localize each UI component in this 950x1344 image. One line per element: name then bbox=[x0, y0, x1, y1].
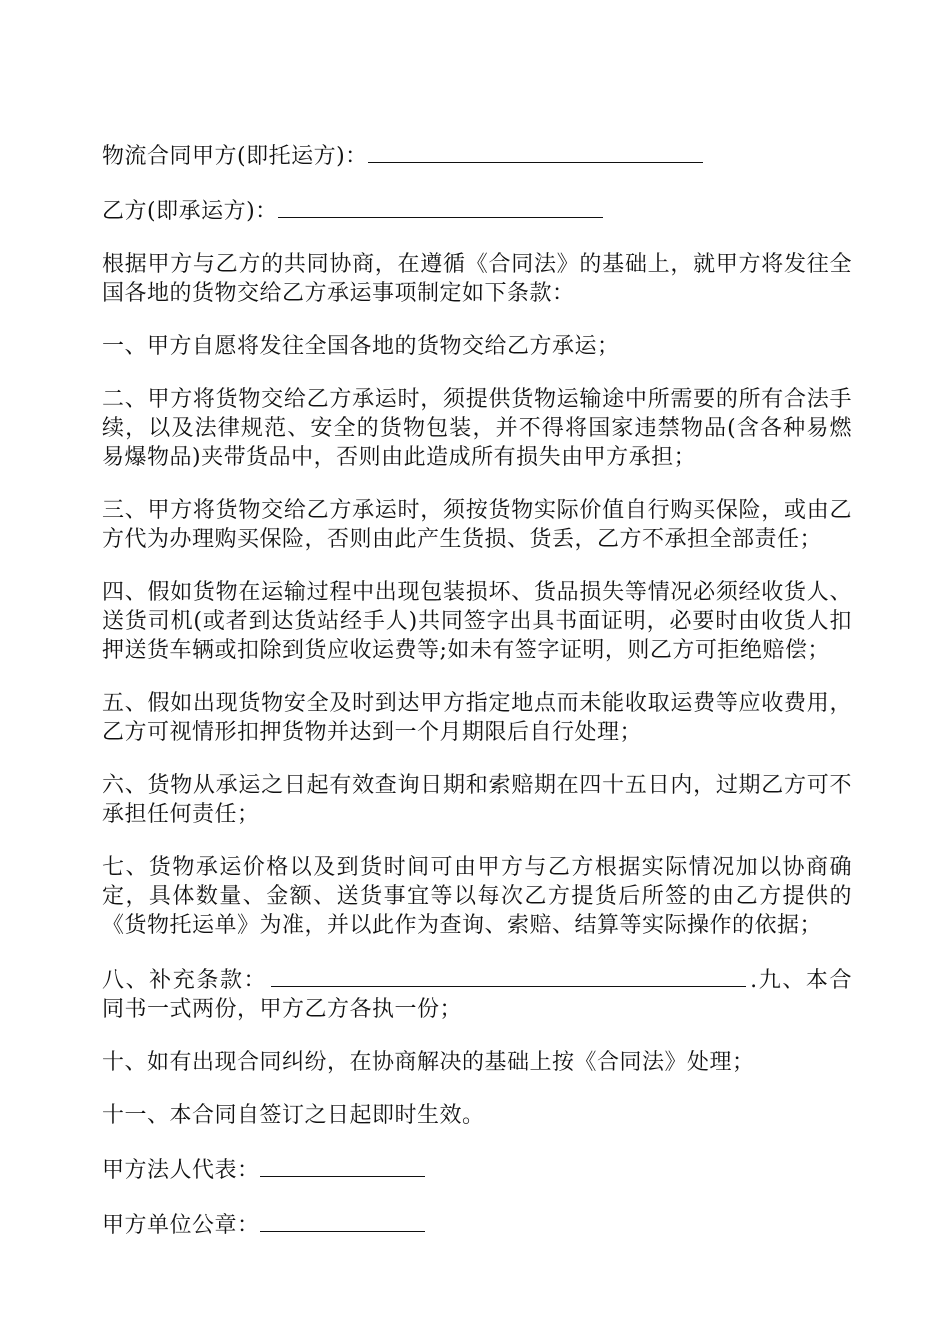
party-a-label: 物流合同甲方(即托运方)： bbox=[102, 144, 368, 169]
clause-10: 十、如有出现合同纠纷，在协商解决的基础上按《合同法》处理； bbox=[102, 1050, 755, 1075]
party-a-blank bbox=[368, 140, 703, 163]
clause-8-label: 八、补充条款： bbox=[102, 968, 268, 993]
clause-8-9 bbox=[102, 964, 852, 1024]
seal-label: 甲方单位公章： bbox=[102, 1213, 260, 1238]
seal-line bbox=[102, 1209, 852, 1240]
clause-5: 五、假如出现货物安全及时到达甲方指定地点而未能收取运费等应收费用，乙方可视情形扣押货物并达到一个月期限后自行处理； bbox=[102, 691, 852, 745]
party-b-line bbox=[102, 195, 852, 226]
clause-4: 四、假如货物在运输过程中出现包装损坏、货品损失等情况必须经收货人、送货司机(或者到达货站经手人)共同签字出具书面证明，必要时由收货人扣押送货车辆或扣除到货应收运费等;如未有签字证明，则乙方可拒绝赔偿； bbox=[102, 580, 852, 663]
seal-blank bbox=[260, 1209, 425, 1232]
clause-2: 二、甲方将货物交给乙方承运时，须提供货物运输途中所需要的所有合法手续，以及法律规范、安全的货物包装，并不得将国家违禁物品(含各种易燃易爆物品)夹带货品中，否则由此造成所有损失由甲方承担； bbox=[102, 387, 852, 470]
party-b-label: 乙方(即承运方)： bbox=[102, 199, 278, 224]
party-b-blank bbox=[278, 195, 603, 218]
clause-1: 一、甲方自愿将发往全国各地的货物交给乙方承运； bbox=[102, 334, 620, 359]
clause-7: 七、货物承运价格以及到货时间可由甲方与乙方根据实际情况加以协商确定，具体数量、金额、送货事宜等以每次乙方提货后所签的由乙方提供的《货物托运单》为准，并以此作为查询、索赔、结算等实际操作的依据； bbox=[102, 855, 852, 938]
clause-3: 三、甲方将货物交给乙方承运时，须按货物实际价值自行购买保险，或由乙方代为办理购买保险，否则由此产生货损、货丢，乙方不承担全部责任； bbox=[102, 498, 852, 552]
clause-11: 十一、本合同自签订之日起即时生效。 bbox=[102, 1103, 485, 1128]
party-a-line bbox=[102, 140, 852, 171]
preamble: 根据甲方与乙方的共同协商，在遵循《合同法》的基础上，就甲方将发往全国各地的货物交给乙方承运事项制定如下条款： bbox=[102, 252, 852, 306]
supplement-blank bbox=[271, 964, 746, 987]
clause-6: 六、货物从承运之日起有效查询日期和索赔期在四十五日内，过期乙方可不承担任何责任； bbox=[102, 773, 852, 827]
representative-blank bbox=[260, 1154, 425, 1177]
contract-document bbox=[102, 140, 852, 1264]
representative-label: 甲方法人代表： bbox=[102, 1158, 260, 1183]
clause-9-text: .九、本合同书一式两份，甲方乙方各执一份； bbox=[102, 968, 852, 1022]
representative-line bbox=[102, 1154, 852, 1185]
